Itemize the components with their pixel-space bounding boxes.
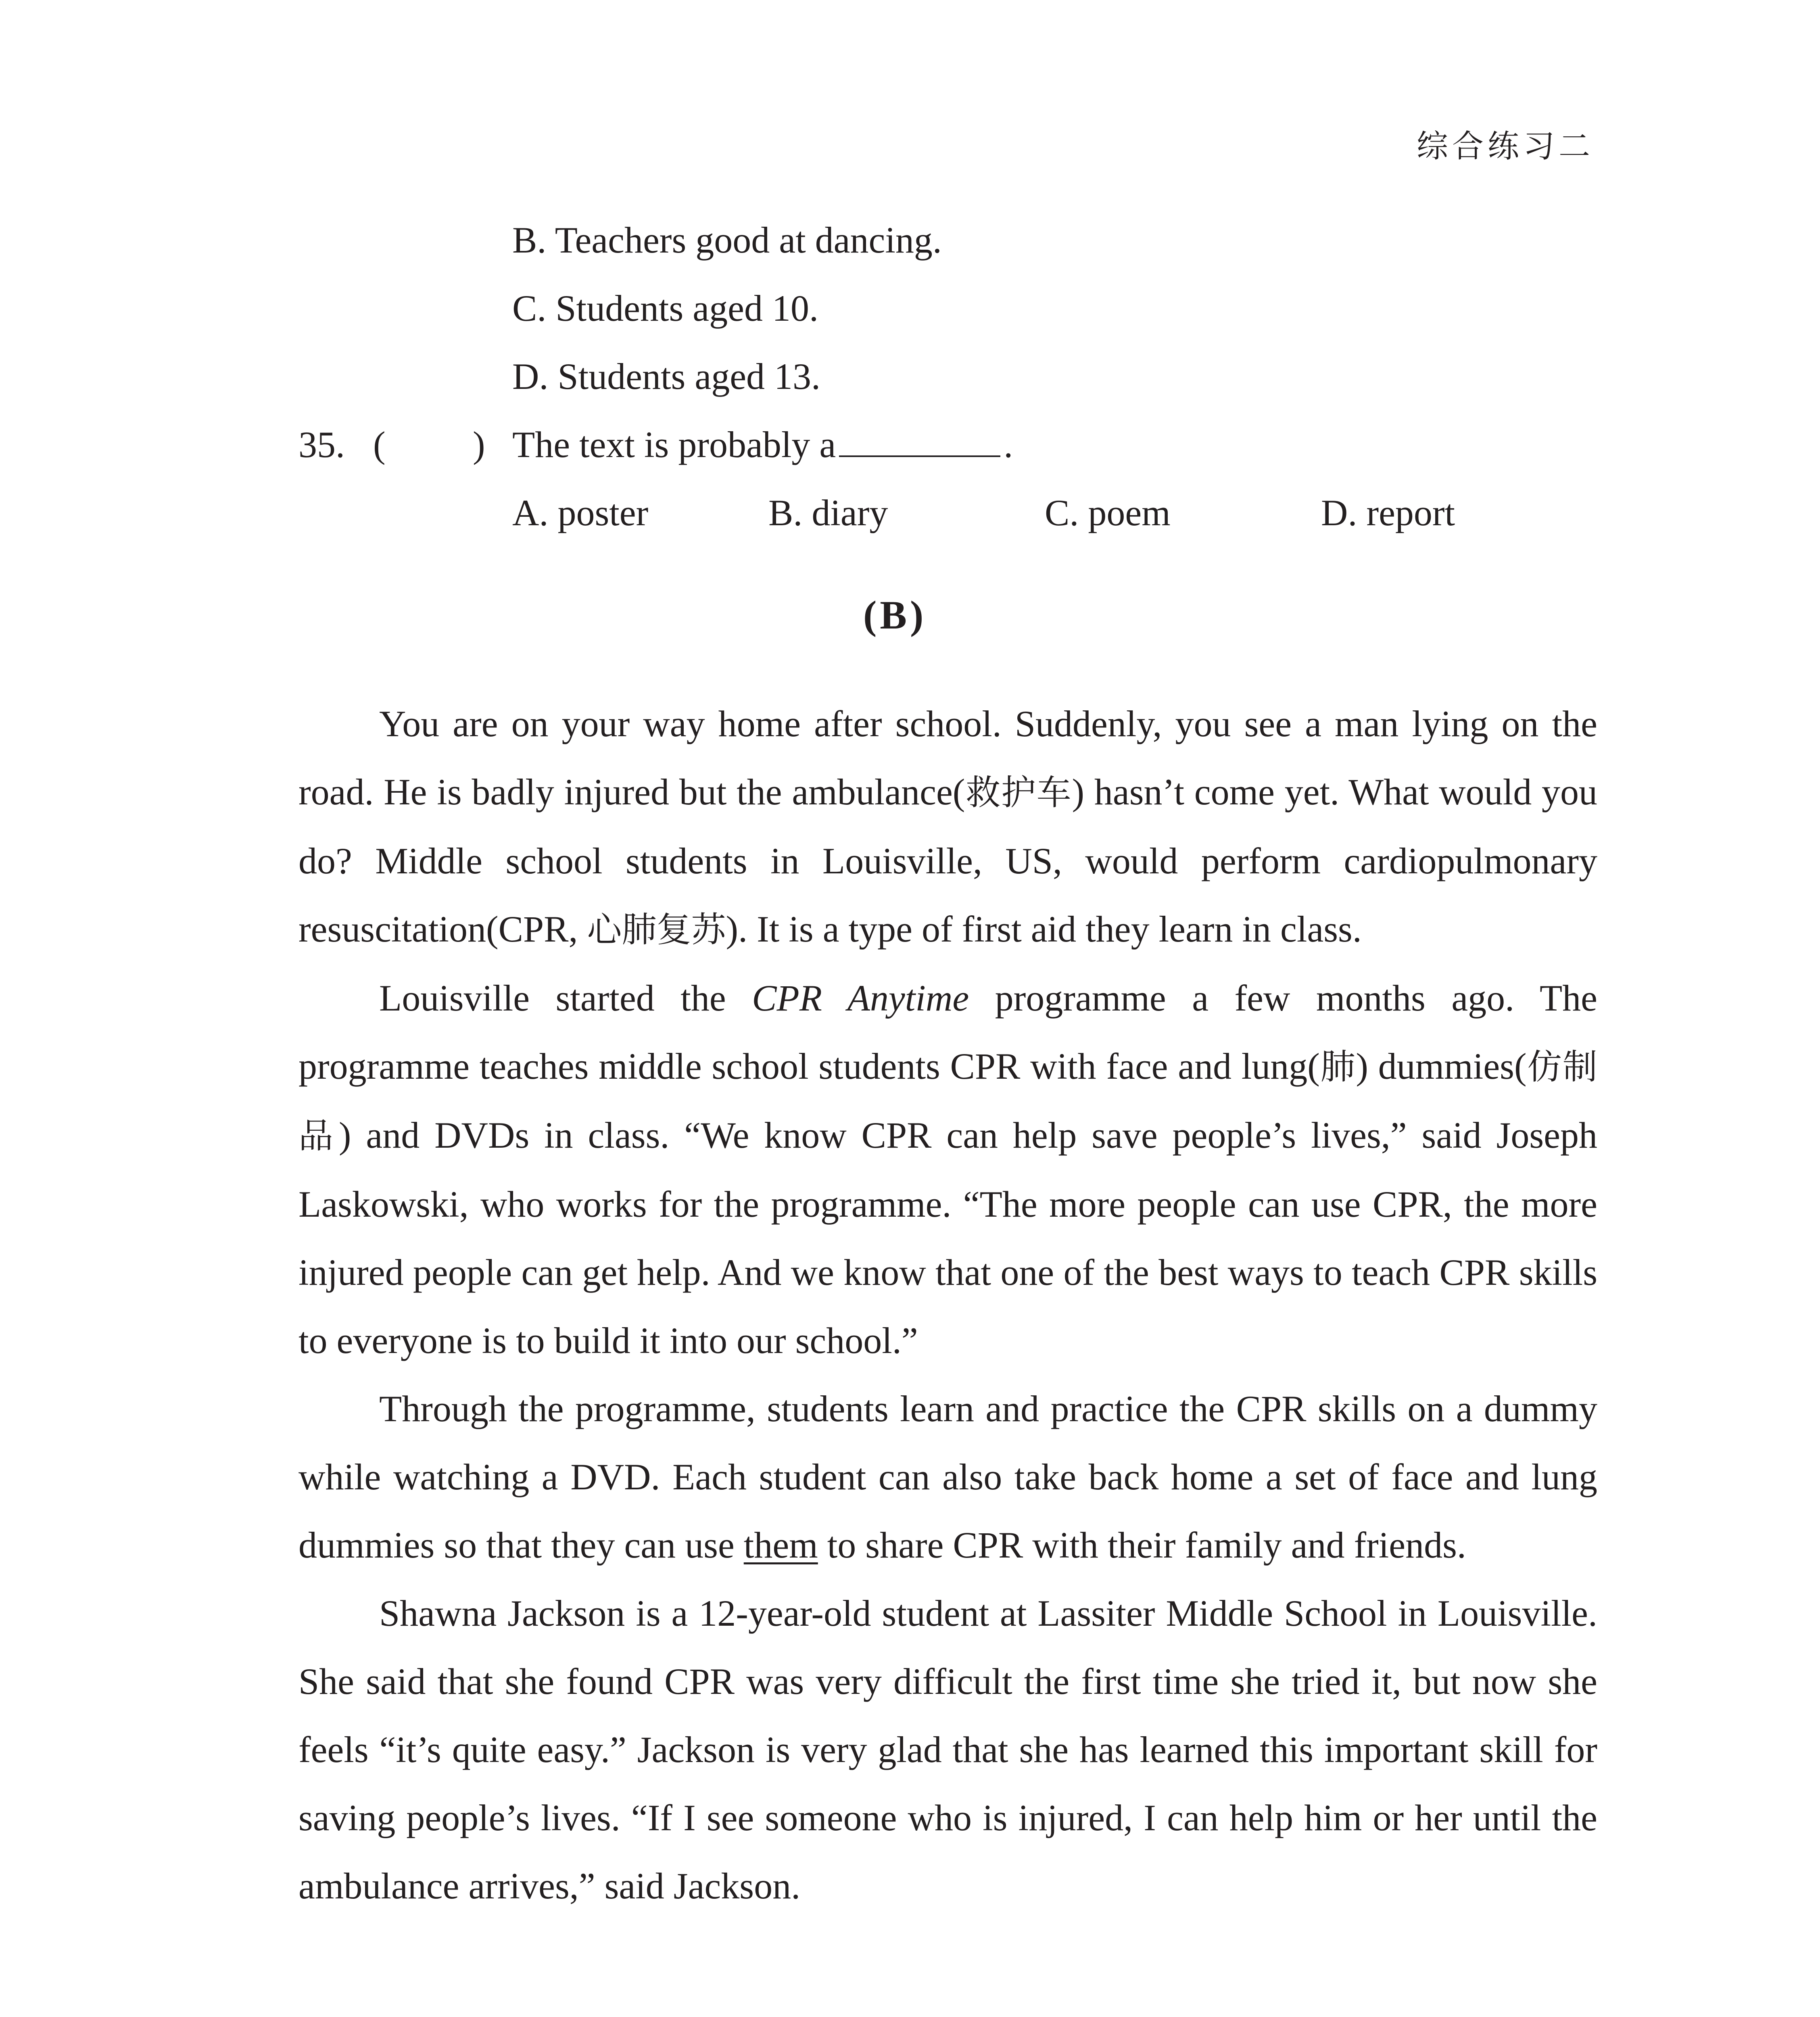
reading-passage <box>298 690 1597 1920</box>
passage-text: ) hasn’t come yet. What would you do? Middle school students in Louisville, US, would perform cardiopulmonary resuscitation(CPR, <box>298 771 1597 950</box>
answer-blank[interactable] <box>839 429 1000 457</box>
passage-text: programme a few months ago. The programme teaches middle school students CPR with face and lung( <box>298 977 1598 1087</box>
chinese-gloss: 仿制品 <box>298 1047 1597 1156</box>
choice-d-q35: D. report <box>1321 492 1455 533</box>
question-35-paren-open: ( <box>373 424 386 465</box>
passage-text: to share CPR with their family and friends. <box>818 1524 1466 1566</box>
passage-text: ). It is a type of first aid they learn in class. <box>726 908 1362 950</box>
passage-text: Louisville started the <box>379 977 752 1019</box>
option-c-q34: C. Students aged 10. <box>512 288 818 329</box>
option-d-q34: D. Students aged 13. <box>512 356 821 397</box>
passage-paragraph-4: Shawna Jackson is a 12-year-old student at Lassiter Middle School in Louisville. She said that she found CPR was very difficult the first time she tried it, but now she feels “it’s quite easy.” Jackson is very glad that she has learned this important skill for saving people’s lives. “If I see someone who is injured, I can help him or her until the ambulance arrives,” said Jackson. <box>298 1593 1597 1906</box>
passage-paragraph-3 <box>298 1375 1597 1579</box>
passage-text: ) dummies( <box>1356 1046 1527 1087</box>
question-35-paren-close: ) <box>473 424 485 465</box>
section-title: (B) <box>863 593 927 637</box>
underlined-word: them <box>743 1524 818 1566</box>
question-35-stem-end: . <box>1004 424 1013 465</box>
question-35-text <box>512 422 1013 467</box>
page-header: 综合练习二 <box>1416 128 1594 165</box>
choice-b-q35: B. diary <box>768 492 888 533</box>
choice-a-q35: A. poster <box>512 492 649 533</box>
choice-c-q35: C. poem <box>1045 492 1171 533</box>
question-35-number: 35. <box>298 424 345 465</box>
chinese-gloss: 救护车 <box>965 773 1072 813</box>
passage-text: Through the programme, students learn and practice the CPR skills on a dummy while watching a DVD. Each student can also take back home a set of face and lung dummies so that they can use <box>298 1388 1597 1566</box>
passage-text: You are on your way home after school. Suddenly, you see a man lying on the road. He is badly injured but the ambulance( <box>298 703 1597 812</box>
programme-name: CPR Anytime <box>752 977 969 1019</box>
passage-paragraph-2 <box>298 964 1597 1375</box>
chinese-gloss: 肺 <box>1319 1047 1356 1087</box>
question-35-stem: The text is probably a <box>512 424 836 465</box>
passage-paragraph-1 <box>298 690 1597 964</box>
chinese-gloss: 心肺复苏 <box>587 910 726 950</box>
passage-text: ) and DVDs in class. “We know CPR can help save people’s lives,” said Joseph Laskowski, who works for the programme. “The more people can use CPR, the more injured people can get help. And we know that one of the best ways to teach CPR skills to everyone is to build it into our school.” <box>298 1115 1598 1361</box>
option-b-q34: B. Teachers good at dancing. <box>512 219 942 261</box>
